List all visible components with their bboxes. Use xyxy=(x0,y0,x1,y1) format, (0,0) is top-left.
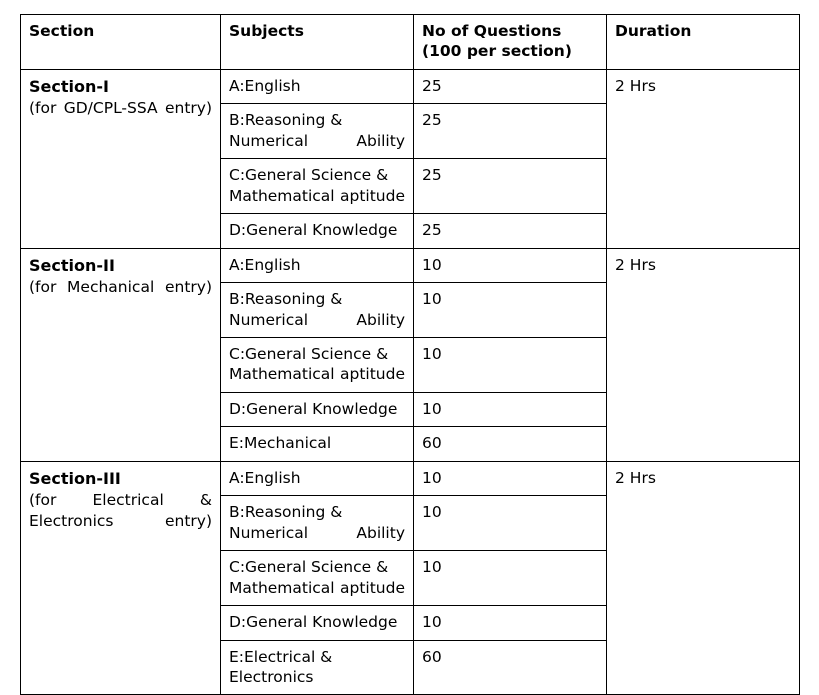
section-note: (for Electrical & Electronics entry) xyxy=(29,490,212,530)
section-cell-2 xyxy=(21,248,221,461)
questions-cell: 10 xyxy=(414,461,607,495)
section-note: (for Mechanical entry) xyxy=(29,277,212,296)
column-header-questions-line2: (100 per section) xyxy=(422,42,572,61)
questions-cell: 25 xyxy=(414,214,607,248)
table-row xyxy=(21,461,800,495)
column-header-questions-line1: No of Questions xyxy=(422,22,562,40)
questions-cell: 10 xyxy=(414,283,607,338)
questions-cell: 25 xyxy=(414,104,607,159)
column-header-subjects: Subjects xyxy=(221,15,414,70)
column-header-questions xyxy=(414,15,607,70)
subject-cell: B:Reasoning & Numerical Ability xyxy=(221,283,414,338)
subject-cell: B:Reasoning & Numerical Ability xyxy=(221,104,414,159)
section-title: Section-I xyxy=(29,76,109,96)
column-header-section: Section xyxy=(21,15,221,70)
subject-cell: D:General Knowledge xyxy=(221,392,414,426)
duration-cell: 2 Hrs xyxy=(607,248,800,461)
exam-pattern-table xyxy=(20,14,800,695)
section-title: Section-II xyxy=(29,255,115,275)
questions-cell: 10 xyxy=(414,606,607,640)
questions-cell: 10 xyxy=(414,248,607,282)
subject-cell: A:English xyxy=(221,461,414,495)
column-header-duration: Duration xyxy=(607,15,800,70)
subject-cell: C:General Science & Mathematical aptitude xyxy=(221,551,414,606)
section-cell-1 xyxy=(21,69,221,248)
subject-cell: B:Reasoning & Numerical Ability xyxy=(221,496,414,551)
table-row xyxy=(21,69,800,103)
subject-cell: D:General Knowledge xyxy=(221,606,414,640)
questions-cell: 60 xyxy=(414,427,607,461)
section-cell-3 xyxy=(21,461,221,695)
section-note: (for GD/CPL-SSA entry) xyxy=(29,99,212,118)
questions-cell: 10 xyxy=(414,337,607,392)
subject-cell: A:English xyxy=(221,69,414,103)
questions-cell: 25 xyxy=(414,159,607,214)
duration-cell: 2 Hrs xyxy=(607,69,800,248)
subject-cell: E:Mechanical xyxy=(221,427,414,461)
questions-cell: 10 xyxy=(414,392,607,426)
table-header xyxy=(21,15,800,70)
table-row xyxy=(21,248,800,282)
questions-cell: 10 xyxy=(414,551,607,606)
table-body xyxy=(21,69,800,695)
subject-cell: C:General Science & Mathematical aptitude xyxy=(221,337,414,392)
subject-cell: A:English xyxy=(221,248,414,282)
table-header-row xyxy=(21,15,800,70)
questions-cell: 60 xyxy=(414,640,607,695)
questions-cell: 10 xyxy=(414,496,607,551)
questions-cell: 25 xyxy=(414,69,607,103)
subject-cell: C:General Science & Mathematical aptitude xyxy=(221,159,414,214)
section-title: Section-III xyxy=(29,468,121,488)
subject-cell: E:Electrical & Electronics xyxy=(221,640,414,695)
duration-cell: 2 Hrs xyxy=(607,461,800,695)
subject-cell: D:General Knowledge xyxy=(221,214,414,248)
